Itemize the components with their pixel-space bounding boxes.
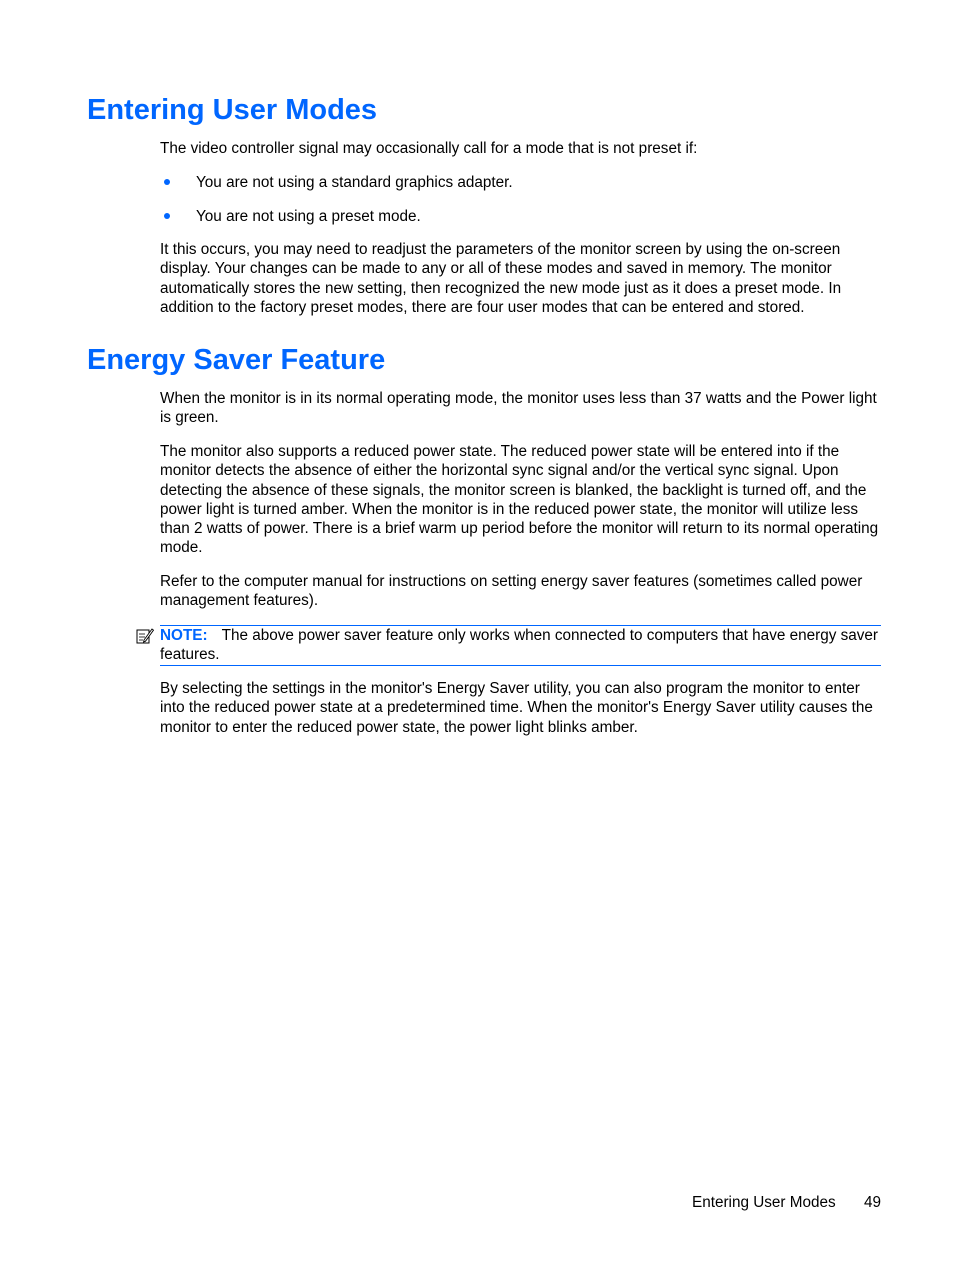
note-pencil-icon <box>136 627 154 645</box>
list-item-text: You are not using a preset mode. <box>196 208 421 225</box>
list-item-text: You are not using a standard graphics adapter. <box>196 174 513 191</box>
heading-energy-saver-feature: Energy Saver Feature <box>87 344 386 376</box>
footer-page-number: 49 <box>864 1194 882 1211</box>
energy-saver-utility-paragraph: By selecting the settings in the monitor's Energy Saver utility, you can also program the monitor to enter into the reduced power state at a predetermined time. When the monitor's Energy Saver utility causes the monitor to enter the reduced power state, the power light blinks amber. <box>160 680 873 736</box>
user-modes-paragraph: It this occurs, you may need to readjust the parameters of the monitor screen by using the on-screen display. Your changes can be made to any or all of these modes and saved in memory. The monitor automatically stores the new setting, then recognized the new mode just as it does a preset mode. In addition to the factory preset modes, there are four user modes that can be entered and stored. <box>160 241 842 316</box>
footer-section-title: Entering User Modes <box>692 1194 836 1211</box>
intro-paragraph: The video controller signal may occasionally call for a mode that is not preset if: <box>160 140 698 157</box>
heading-entering-user-modes: Entering User Modes <box>87 94 378 126</box>
note-box <box>160 625 881 666</box>
bullet-icon <box>164 179 170 185</box>
note-content <box>160 626 881 665</box>
note-label: NOTE: <box>160 627 208 644</box>
refer-manual-paragraph: Refer to the computer manual for instructions on setting energy saver features (sometimes called power management features). <box>160 573 863 610</box>
normal-mode-paragraph: When the monitor is in its normal operating mode, the monitor uses less than 37 watts and the Power light is green. <box>160 390 877 427</box>
bullet-icon <box>164 213 170 219</box>
note-text: The above power saver feature only works when connected to computers that have energy saver features. <box>160 627 879 664</box>
reduced-power-paragraph: The monitor also supports a reduced power state. The reduced power state will be entered into if the monitor detects the absence of either the horizontal sync signal and/or the vertical sync signal. Upon detecting the absence of these signals, the monitor screen is blanked, the backlight is turned off, and the power light is turned amber. When the monitor is in the reduced power state, the monitor will utilize less than 2 watts of power. There is a brief warm up period before the monitor will return to its normal operating mode. <box>160 443 879 557</box>
